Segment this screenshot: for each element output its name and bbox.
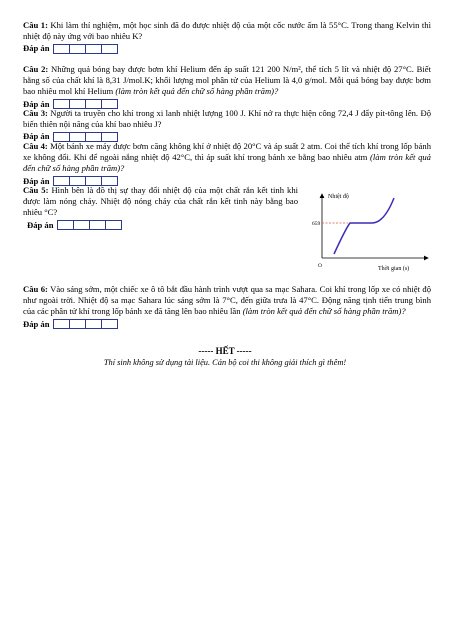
answer-label: Đáp án (23, 131, 50, 142)
question-3-text: Người ta truyền cho khí trong xi lanh nhiệt lượng 100 J. Khí nở ra thực hiện công 72,4 J đẩy pít-tông lên. Độ biến thiên nội năng của khí bao nhiêu J? (23, 108, 431, 130)
question-6-note: (làm tròn kết quả đến chữ số hàng phần trăm)? (242, 306, 406, 317)
question-2-note: (làm tròn kết quả đến chữ số hàng phần trăm)? (115, 86, 279, 97)
question-5-label: Câu 5: (23, 185, 49, 195)
answer-label: Đáp án (27, 219, 54, 230)
question-3-label: Câu 3: (23, 108, 48, 118)
answer-label: Đáp án (23, 318, 50, 329)
answer-label: Đáp án (23, 175, 50, 186)
answer-row-1 (23, 43, 431, 54)
y-axis-label: Nhiệt độ (328, 194, 349, 200)
question-2-label: Câu 2: (23, 64, 49, 74)
x-axis-label: Thời gian (s) (378, 266, 410, 272)
question-6-label: Câu 6: (23, 284, 48, 294)
question-5 (23, 185, 298, 231)
question-6 (23, 284, 431, 330)
y-tick-label: 659 (312, 221, 321, 227)
answer-box[interactable] (101, 319, 118, 329)
question-4-text: Một bánh xe máy được bơm căng không khí ở nhiệt độ 20°C và áp suất 2 atm. Coi thể tích khí trong lốp bánh xe không đổi. Khi để ngoài nắng nhiệt độ 42°C, thì áp suất khí trong bánh xe bằng bao nhiêu atm (23, 141, 431, 163)
answer-box[interactable] (89, 220, 106, 230)
answer-box[interactable] (101, 44, 118, 54)
answer-box[interactable] (85, 44, 102, 54)
answer-box[interactable] (69, 44, 86, 54)
question-2 (23, 64, 431, 110)
question-4 (23, 141, 431, 187)
answer-boxes-1[interactable] (53, 44, 117, 54)
question-2-text: Những quả bóng bay được bơm khí Helium đến áp suất 121 200 N/m², thể tích 5 lít và nhiệt độ 27°C. Biết hằng số của chất khí là 8,31 J/mol.K; khối lượng mol phân tử của Helium là 4,0 g/mol. Mỗi quả bóng bay được bơm bao nhiêu mol khí Helium (23, 64, 432, 97)
end-marker: ----- HẾT ----- (198, 346, 252, 356)
question-1 (23, 20, 431, 54)
answer-box[interactable] (73, 220, 90, 230)
answer-label: Đáp án (23, 43, 50, 54)
question-6-text: Vào sáng sớm, một chiếc xe ô tô bắt đầu hành trình vượt qua sa mạc Sahara. Coi khí trong lốp xe có nhiệt độ như ngoài trời. Nhiệt độ sa mạc Sahara lúc sáng sớm là 7°C, đến giữa trưa là 47°C. Động năng tịnh tiến trung bình của các phân tử khí trong lốp bánh xe đã tăng lên bao nhiêu lần (23, 284, 431, 317)
question-5-text: Hình bên là đồ thị sự thay đổi nhiệt độ của một chất rắn kết tinh khi được làm nóng chảy. Nhiệt độ nóng chảy của chất rắn kết tinh này bằng bao nhiêu °C? (23, 185, 299, 218)
footer-note: Thí sinh không sử dụng tài liệu. Cán bộ coi thi không giải thích gì thêm! (103, 358, 347, 367)
question-4-note: (làm tròn kết quả đến chữ số hàng phần trăm)? (23, 152, 431, 174)
origin-label: O (318, 263, 322, 269)
melting-graph (312, 188, 432, 278)
answer-box[interactable] (53, 44, 70, 54)
answer-box[interactable] (53, 319, 70, 329)
answer-box[interactable] (85, 319, 102, 329)
temperature-curve (334, 198, 394, 254)
answer-label: Đáp án (23, 98, 50, 109)
answer-boxes-6[interactable] (53, 319, 117, 329)
answer-row-5 (27, 220, 298, 231)
answer-boxes-5[interactable] (57, 220, 121, 230)
answer-box[interactable] (69, 319, 86, 329)
answer-box[interactable] (57, 220, 74, 230)
question-1-text: Khi làm thí nghiệm, một học sinh đã đo được nhiệt độ của một cốc nước ấm là 55°C. Trong thang Kelvin thì nhiệt độ này ứng với bao nhiêu K? (23, 20, 431, 42)
question-4-label: Câu 4: (23, 141, 48, 151)
answer-box[interactable] (105, 220, 122, 230)
question-1-label: Câu 1: (23, 20, 48, 30)
answer-row-6 (23, 319, 431, 330)
question-3 (23, 108, 431, 142)
